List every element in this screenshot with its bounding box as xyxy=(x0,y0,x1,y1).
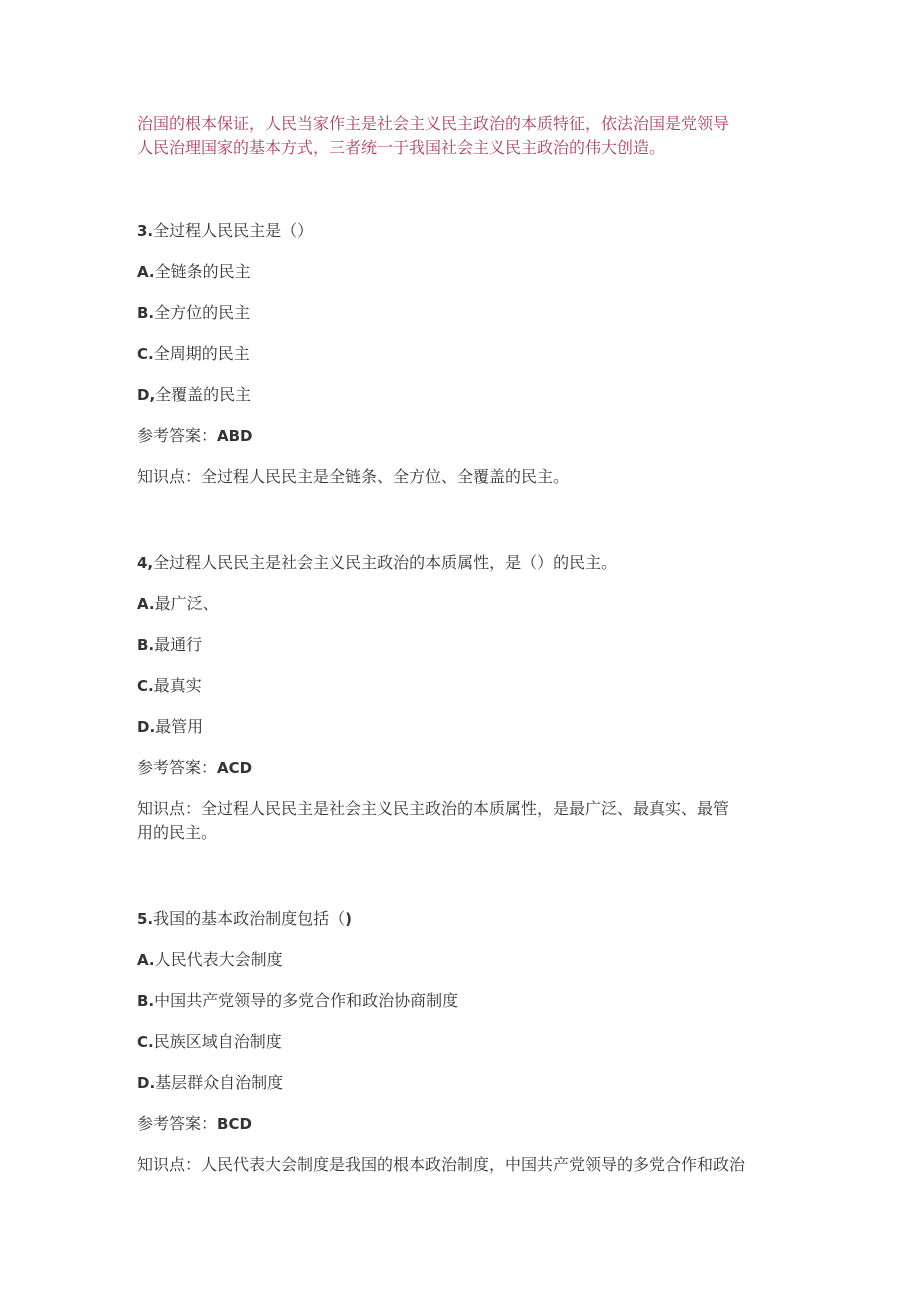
answer-value: BCD xyxy=(217,1115,252,1133)
option-text: 全周期的民主 xyxy=(153,344,250,363)
knowledge-label: 知识点： xyxy=(137,467,202,486)
answer-value: ACD xyxy=(217,759,253,777)
option-b xyxy=(137,990,458,1012)
knowledge-text: 全过程人民民主是社会主义民主政治的本质属性，是最广泛、最真实、最管 xyxy=(201,799,730,818)
option-marker: A. xyxy=(137,263,155,281)
option-text: 中国共产党领导的多党合作和政治协商制度 xyxy=(154,991,459,1010)
knowledge-text: 人民代表大会制度是我国的根本政治制度，中国共产党领导的多党合作和政治 xyxy=(201,1155,746,1174)
reference-answer xyxy=(137,757,252,779)
option-c xyxy=(137,343,250,365)
knowledge-label: 知识点： xyxy=(137,1155,202,1174)
option-a xyxy=(137,593,219,615)
option-text: 基层群众自治制度 xyxy=(155,1073,284,1092)
answer-value: ABD xyxy=(217,427,253,445)
option-marker: A. xyxy=(137,951,155,969)
answer-label: 参考答案： xyxy=(137,1114,218,1133)
option-marker: A. xyxy=(137,595,155,613)
question-text: 全过程人民民主是（） xyxy=(153,221,314,240)
note-line: 治国的根本保证，人民当家作主是社会主义民主政治的本质特征，依法治国是党领导 xyxy=(137,114,730,133)
option-marker: C. xyxy=(137,1033,154,1051)
option-marker: B. xyxy=(137,636,155,654)
reference-answer xyxy=(137,425,253,447)
option-marker: C. xyxy=(137,345,154,363)
question-stem xyxy=(137,552,617,574)
option-c xyxy=(137,1031,282,1053)
answer-label: 参考答案： xyxy=(137,426,218,445)
option-d xyxy=(137,1072,283,1094)
answer-label: 参考答案： xyxy=(137,758,218,777)
knowledge-line xyxy=(137,797,787,821)
option-marker: B. xyxy=(137,992,155,1010)
option-text: 全链条的民主 xyxy=(154,262,251,281)
note-line: 人民治理国家的基本方式，三者统一于我国社会主义民主政治的伟大创造。 xyxy=(137,138,666,157)
question-stem xyxy=(137,908,352,930)
option-c xyxy=(137,675,202,697)
knowledge-point xyxy=(137,466,569,488)
option-marker: D, xyxy=(137,386,156,404)
option-marker: C. xyxy=(137,677,154,695)
option-text: 全方位的民主 xyxy=(154,303,251,322)
option-text: 民族区域自治制度 xyxy=(153,1032,282,1051)
question-text: 全过程人民民主是社会主义民主政治的本质属性，是（）的民主。 xyxy=(153,553,618,572)
option-d xyxy=(137,716,203,738)
knowledge-line: 用的民主。 xyxy=(137,823,218,842)
option-marker: B. xyxy=(137,304,155,322)
option-d xyxy=(137,384,251,406)
option-text: 人民代表大会制度 xyxy=(154,950,283,969)
question-stem xyxy=(137,220,313,242)
option-a xyxy=(137,261,251,283)
option-marker: D. xyxy=(137,1074,156,1092)
option-b xyxy=(137,634,202,656)
knowledge-point xyxy=(137,797,787,845)
option-text: 全覆盖的民主 xyxy=(155,385,252,404)
option-text: 最通行 xyxy=(154,635,203,654)
question-number: 4, xyxy=(137,554,154,572)
question-number: 5. xyxy=(137,910,154,928)
question-text: 我国的基本政治制度包括（ xyxy=(153,909,346,928)
continued-knowledge-note xyxy=(137,112,797,160)
option-text: 最广泛、 xyxy=(154,594,219,613)
option-b xyxy=(137,302,250,324)
question-number: 3. xyxy=(137,222,154,240)
knowledge-label: 知识点： xyxy=(137,799,202,818)
knowledge-text: 全过程人民民主是全链条、全方位、全覆盖的民主。 xyxy=(201,467,570,486)
option-text: 最管用 xyxy=(155,717,204,736)
reference-answer xyxy=(137,1113,252,1135)
question-close-paren: ) xyxy=(345,910,353,928)
option-marker: D. xyxy=(137,718,156,736)
knowledge-point xyxy=(137,1154,745,1176)
option-text: 最真实 xyxy=(153,676,202,695)
option-a xyxy=(137,949,283,971)
